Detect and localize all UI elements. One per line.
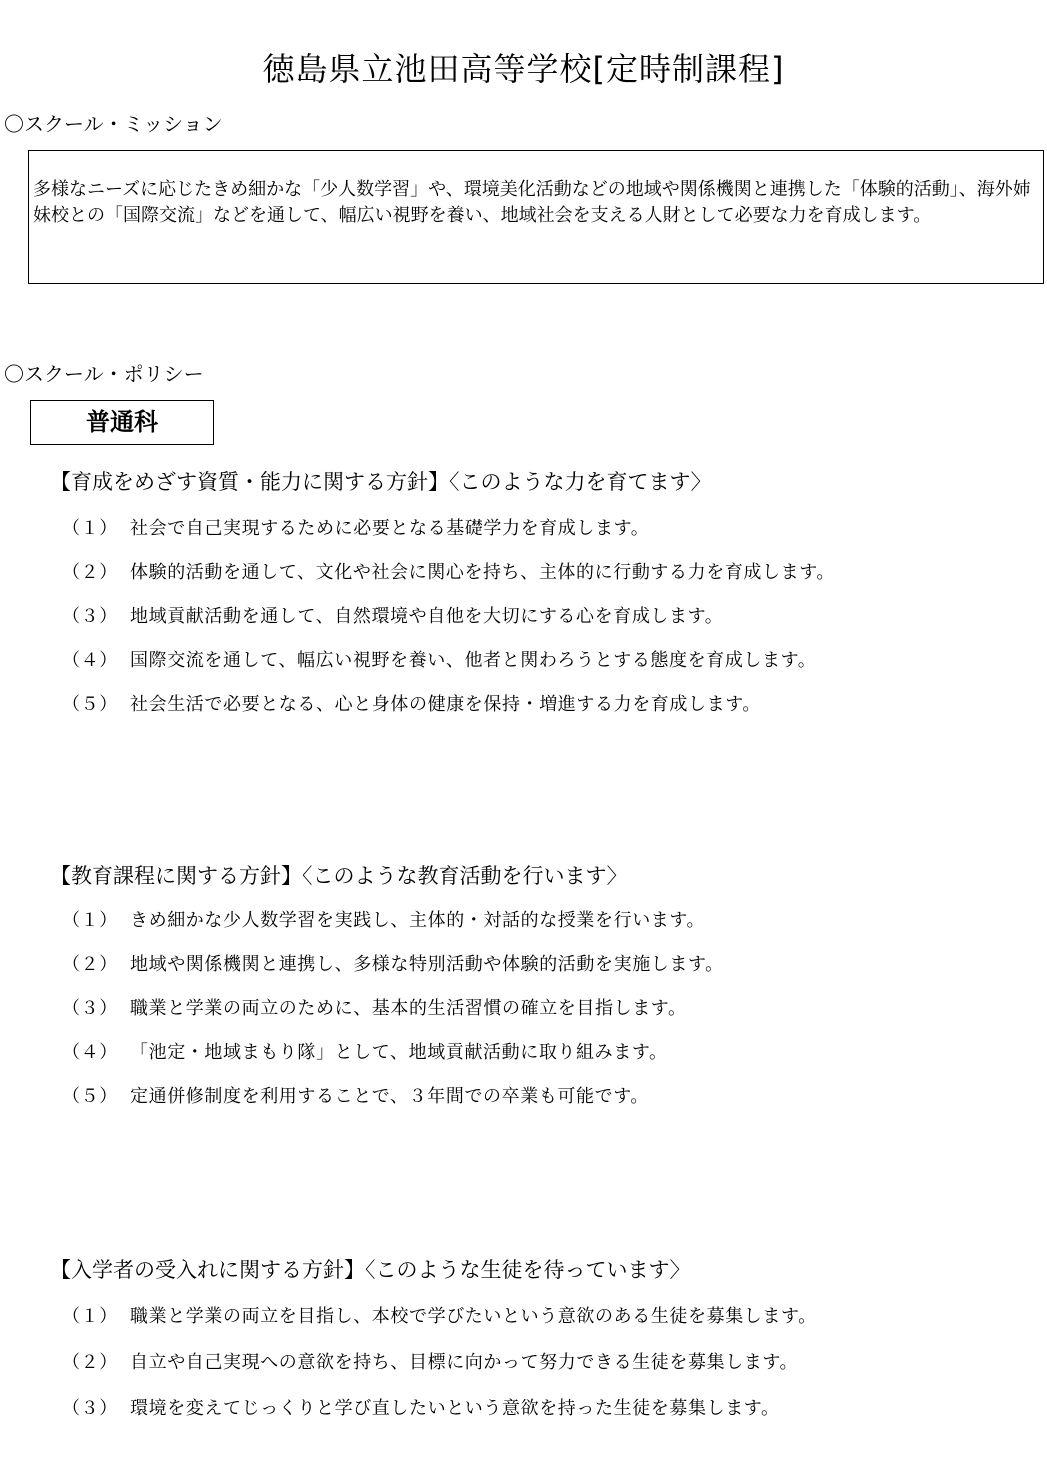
item-number: （２） [62,954,118,975]
list-item [62,646,816,672]
department-label: 普通科 [30,400,214,445]
policy-heading: 〇スクール・ポリシー [4,362,204,386]
list-item [62,1348,798,1374]
policy-section-heading-qualities: 【育成をめざす資質・能力に関する方針】〈このような力を育てます〉 [50,470,712,494]
policy-section-heading-admission: 【入学者の受入れに関する方針】〈このような生徒を待っています〉 [50,1258,691,1282]
item-text: 「池定・地域まもり隊」として、地域貢献活動に取り組みます。 [130,1042,668,1063]
item-number: （１） [62,910,118,931]
item-number: （５） [62,694,118,715]
item-text: 職業と学業の両立のために、基本的生活習慣の確立を目指します。 [130,998,687,1019]
page-title: 徳島県立池田高等学校[定時制課程] [262,50,785,88]
item-text: 自立や自己実現への意欲を持ち、目標に向かって努力できる生徒を募集します。 [130,1352,799,1373]
item-text: 社会で自己実現するために必要となる基礎学力を育成します。 [130,518,650,539]
item-text: 社会生活で必要となる、心と身体の健康を保持・増進する力を育成します。 [130,694,761,715]
list-item [62,994,687,1020]
item-text: きめ細かな少人数学習を実践し、主体的・対話的な授業を行います。 [130,910,706,931]
item-text: 地域貢献活動を通して、自然環境や自他を大切にする心を育成します。 [130,606,724,627]
list-item [62,1302,817,1328]
list-item [62,906,705,932]
policy-section-heading-curriculum: 【教育課程に関する方針】〈このような教育活動を行います〉 [50,864,628,888]
list-item [62,558,835,584]
list-item [62,602,723,628]
item-number: （３） [62,606,118,627]
item-number: （３） [62,1398,118,1419]
item-number: （１） [62,518,118,539]
list-item [62,1082,649,1108]
item-text: 環境を変えてじっくりと学び直したいという意欲を持った生徒を募集します。 [130,1398,780,1419]
list-item [62,690,761,716]
item-number: （２） [62,562,118,583]
mission-box [28,150,1044,284]
mission-heading: 〇スクール・ミッション [4,112,223,136]
item-text: 地域や関係機関と連携し、多様な特別活動や体験的活動を実施します。 [130,954,724,975]
item-text: 体験的活動を通して、文化や社会に関心を持ち、主体的に行動する力を育成します。 [130,562,835,583]
item-number: （２） [62,1352,118,1373]
item-number: （４） [62,1042,118,1063]
mission-text: 多様なニーズに応じたきめ細かな「少人数学習」や、環境美化活動などの地域や関係機関と連携した「体験的活動」、海外姉妹校との「国際交流」などを通して、幅広い視野を養い、地域社会を支える人財として必要な力を育成します。 [33,179,1031,226]
item-text: 職業と学業の両立を目指し、本校で学びたいという意欲のある生徒を募集します。 [130,1306,817,1327]
item-number: （３） [62,998,118,1019]
list-item [62,1394,780,1420]
item-text: 定通併修制度を利用することで、３年間での卒業も可能です。 [130,1086,649,1107]
item-number: （１） [62,1306,118,1327]
item-number: （４） [62,650,118,671]
item-number: （５） [62,1086,118,1107]
list-item [62,950,724,976]
list-item [62,514,649,540]
list-item [62,1038,668,1064]
item-text: 国際交流を通して、幅広い視野を養い、他者と関わろうとする態度を育成します。 [130,650,817,671]
